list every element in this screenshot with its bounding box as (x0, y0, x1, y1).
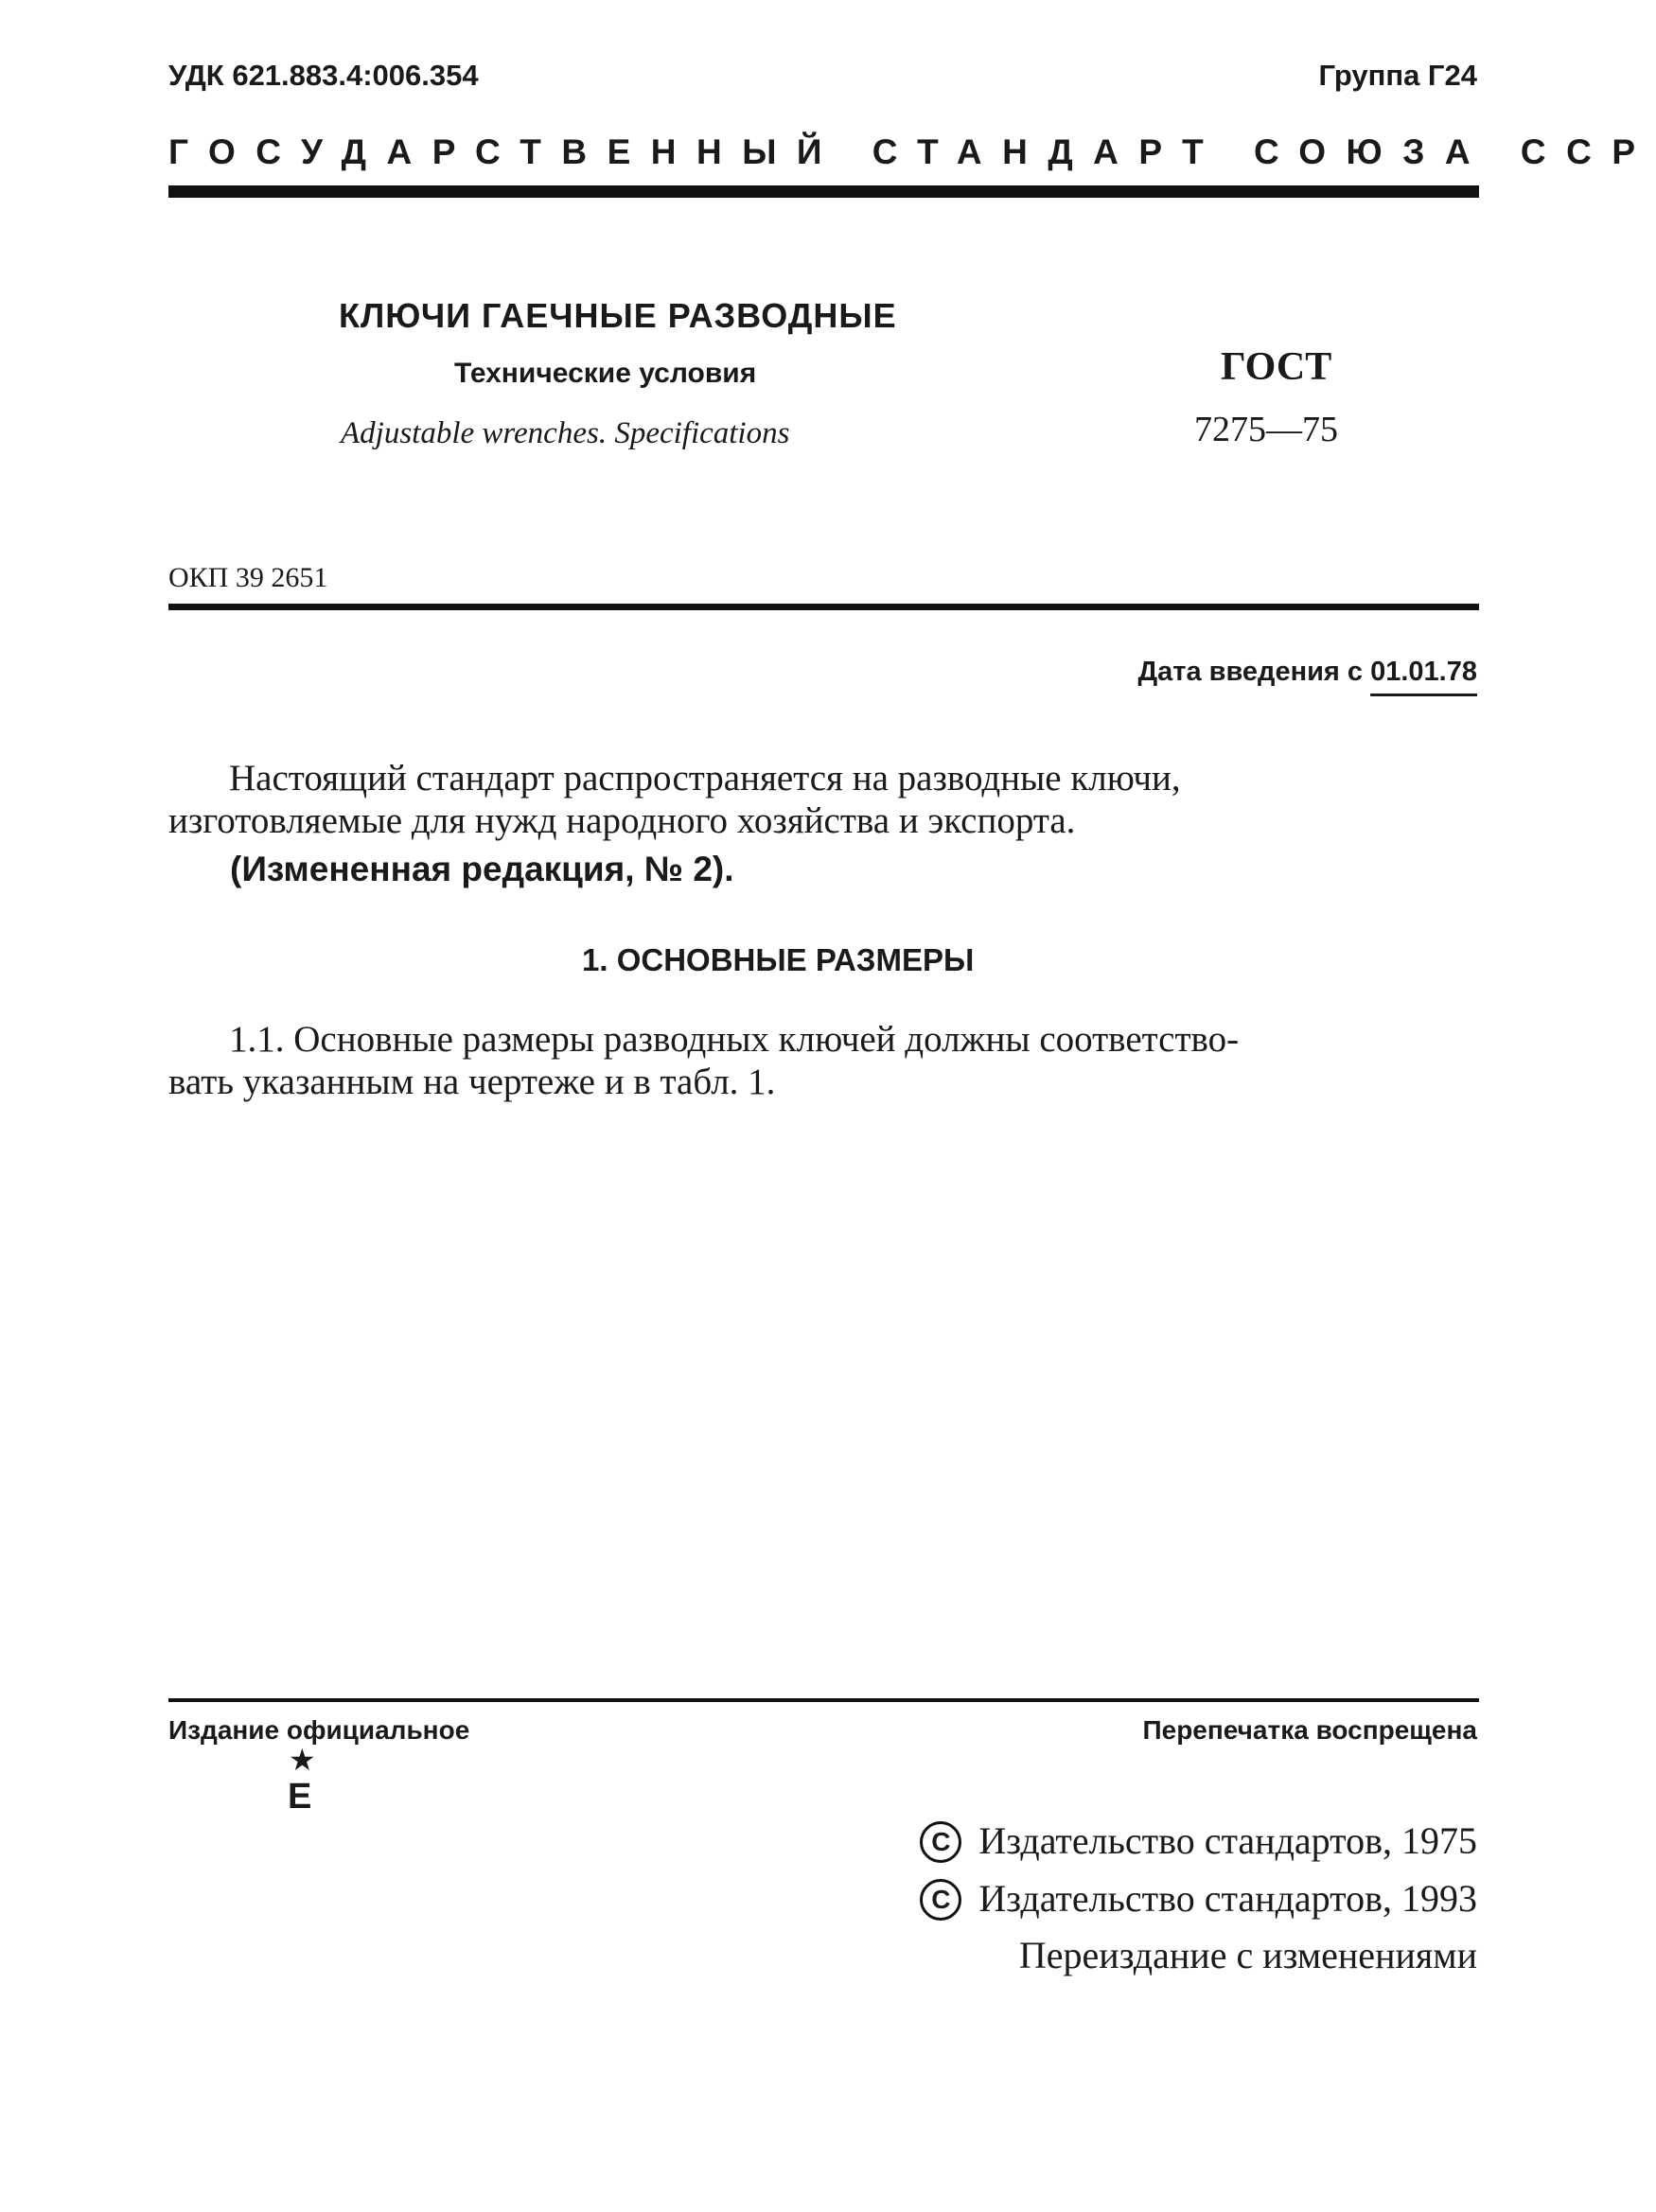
scope-paragraph-line2: изготовляемые для нужд народного хозяйства и экспорта. (168, 800, 1076, 841)
introduction-date-label: Дата введения с (1137, 657, 1364, 687)
section-title: 1. ОСНОВНЫЕ РАЗМЕРЫ (582, 942, 975, 977)
english-title: Adjustable wrenches. Specifications (341, 416, 790, 450)
copyright-text: Издательство стандартов, 1993 (978, 1877, 1477, 1920)
copyright-1975 (920, 1818, 1477, 1863)
copyright-text: Издательство стандартов, 1975 (978, 1819, 1477, 1862)
gost-number: 7275—75 (1194, 410, 1338, 449)
copyright-icon: C (920, 1821, 961, 1863)
star-icon: ★ (289, 1743, 316, 1777)
document-title: КЛЮЧИ ГАЕЧНЫЕ РАЗВОДНЫЕ (339, 296, 897, 335)
gost-label: ГОСТ (1221, 345, 1332, 389)
reprint-prohibited: Перепечатка воспрещена (1142, 1715, 1477, 1745)
reissue-note: Переиздание с изменениями (1018, 1934, 1477, 1976)
group-code: Группа Г24 (1318, 59, 1477, 92)
header-divider (168, 185, 1479, 198)
copyright-1993 (920, 1876, 1477, 1921)
document-subtitle: Технические условия (454, 358, 757, 389)
footer-divider (168, 1698, 1479, 1702)
dimensions-paragraph-line1: 1.1. Основные размеры разводных ключей должны соответство- (229, 1019, 1240, 1060)
introduction-date-value: 01.01.78 (1370, 657, 1477, 687)
dimensions-paragraph-line2: вать указанным на чертеже и в табл. 1. (168, 1062, 776, 1102)
okp-code: ОКП 39 2651 (168, 562, 328, 593)
standard-header: ГОСУДАРСТВЕННЫЙ СТАНДАРТ СОЮЗА ССР (168, 132, 1656, 171)
okp-divider (168, 604, 1479, 610)
scope-paragraph-line1: Настоящий стандарт распространяется на разводные ключи, (229, 758, 1181, 799)
udk-code: УДК 621.883.4:006.354 (168, 59, 479, 92)
copyright-icon: C (920, 1879, 961, 1921)
official-edition: Издание официальное (168, 1715, 470, 1745)
amendment-note: (Измененная редакция, № 2). (230, 850, 734, 888)
introduction-date (1137, 657, 1477, 688)
e-mark: E (288, 1777, 312, 1817)
